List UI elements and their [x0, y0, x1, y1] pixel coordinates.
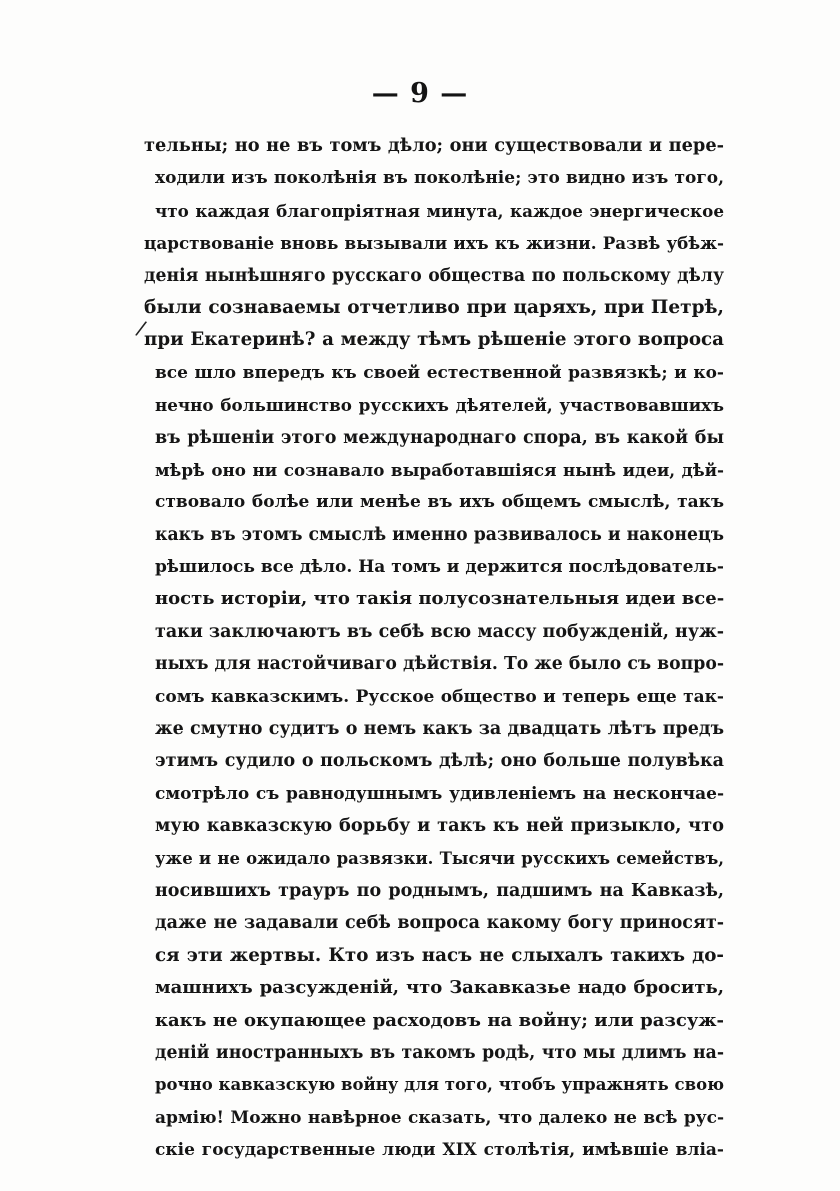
body-text [144, 130, 724, 1167]
text-line: ся эти жертвы. Кто изъ насъ не слыхалъ такихъ до- [155, 944, 724, 966]
text-line: что каждая благопріятная минута, каждое энергическое [155, 200, 724, 221]
page-number: — 9 — [371, 78, 469, 109]
text-line: нечно большинство русскихъ дѣятелей, участвовавшихъ [155, 395, 724, 416]
text-line: въ рѣшеніи этого международнаго спора, въ какой бы [155, 427, 724, 448]
text-line: смотрѣло съ равнодушнымъ удивленіемъ на нескончае- [155, 783, 724, 804]
text-line: какъ въ этомъ смыслѣ именно развивалось и наконецъ [155, 524, 724, 545]
text-line: этимъ судило о польскомъ дѣлѣ; оно больше полувѣка [155, 751, 724, 772]
text-line: денія нынѣшняго русскаго общества по польскому дѣлу [144, 265, 724, 286]
text-line: рѣшилось все дѣло. На томъ и держится послѣдователь- [155, 557, 724, 578]
text-line: все шло впередъ къ своей естественной развязкѣ; и ко- [155, 362, 724, 383]
text-line: сомъ кавказскимъ. Русское общество и теперь еще так- [155, 686, 724, 707]
text-line: носившихъ трауръ по роднымъ, падшимъ на Кавказѣ, [155, 880, 724, 901]
text-line: деній иностранныхъ въ такомъ родѣ, что мы длимъ на- [155, 1042, 724, 1063]
text-line: рочно кавказскую войну для того, чтобъ упражнять свою [155, 1075, 724, 1095]
text-line: ходили изъ поколѣнія въ поколѣніе; это видно изъ того, [155, 168, 724, 189]
text-line: уже и не ожидало развязки. Тысячи русскихъ семействъ, [155, 848, 724, 868]
text-line: машнихъ разсужденій, что Закавказье надо бросить, [155, 977, 724, 999]
text-line: таки заключаютъ въ себѣ всю массу побужденій, нуж- [155, 621, 724, 642]
text-line: какъ не окупающее расходовъ на войну; или разсуж- [155, 1009, 724, 1031]
text-line: армію! Можно навѣрное сказать, что далеко не всѣ рус- [155, 1107, 724, 1128]
text-line: были сознаваемы отчетливо при царяхъ, при Петрѣ, [144, 296, 724, 318]
text-line: даже не задавали себѣ вопроса какому богу приносят- [155, 913, 724, 934]
text-line: царствованіе вновь вызывали ихъ къ жизни. Развѣ убѣж- [144, 233, 724, 254]
text-line: при Екатеринѣ? а между тѣмъ рѣшеніе этого вопроса [144, 329, 724, 351]
text-line: же смутно судитъ о немъ какъ за двадцать лѣтъ предъ [155, 719, 724, 740]
text-line: мую кавказскую борьбу и такъ къ ней призыкло, что [155, 815, 724, 837]
text-line: ствовало болѣе или менѣе въ ихъ общемъ смыслѣ, такъ [155, 492, 724, 513]
text-line: мѣрѣ оно ни сознавало выработавшіяся нынѣ идеи, дѣй- [155, 459, 724, 480]
text-line: тельны; но не въ томъ дѣло; они существовали и пере- [144, 135, 724, 156]
text-line: ность исторіи, что такія полусознательныя идеи все- [155, 588, 725, 610]
text-line: ныхъ для настойчиваго дѣйствія. То же было съ вопро- [155, 654, 724, 675]
pencil-mark-icon: / [134, 315, 149, 341]
text-line: скіе государственные люди XIX столѣтія, имѣвшіе вліа- [155, 1140, 724, 1161]
